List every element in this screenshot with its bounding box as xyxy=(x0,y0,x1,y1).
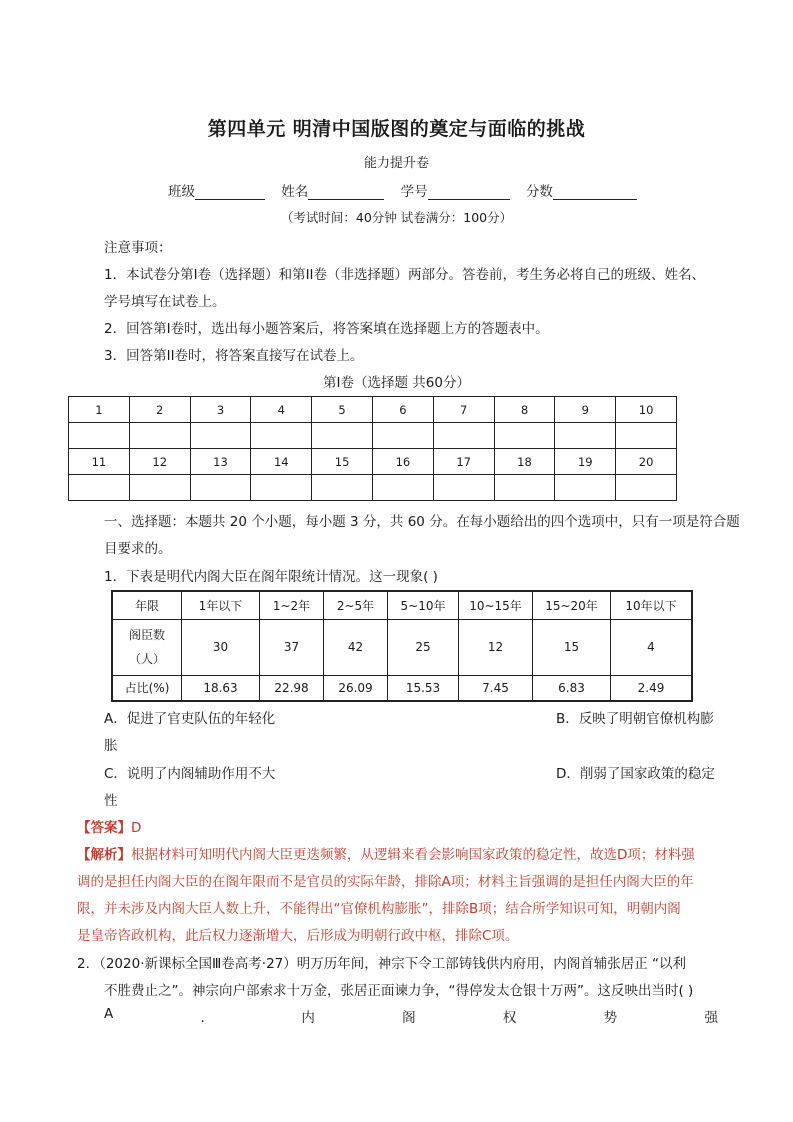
answer-cell[interactable] xyxy=(312,423,373,449)
grid-number: 14 xyxy=(251,449,312,475)
page-title: 第四单元 明清中国版图的奠定与面临的挑战 xyxy=(207,118,586,140)
q2-stem-line-2: 不胜费止之”。神宗向户部索求十万金，张居正面谏力争，“得停发太仓银十万两”。这反映出当时( ) xyxy=(104,983,694,999)
option-char: 权 xyxy=(502,1010,517,1026)
table-cell: 22.98 xyxy=(260,675,324,701)
grid-number: 18 xyxy=(494,449,555,475)
option-char: 内 xyxy=(301,1010,315,1026)
option-char: 阁 xyxy=(402,1010,416,1026)
table-cell: 25 xyxy=(388,619,459,675)
q1-option-a: A．促进了官吏队伍的年轻化 xyxy=(104,711,276,727)
table-header: 10~15年 xyxy=(459,591,533,619)
answer-cell[interactable] xyxy=(372,423,433,449)
analysis-text: 根据材料可知明代内阁大臣更迭频繁，从逻辑来看会影响国家政策的稳定性，故选D项；材料强 xyxy=(131,847,695,863)
grid-number: 15 xyxy=(312,449,373,475)
table-cell: 18.63 xyxy=(182,675,260,701)
grid-number: 5 xyxy=(312,397,373,423)
option-dot: ． xyxy=(200,1010,215,1026)
table-cell: 2.49 xyxy=(611,675,693,701)
row-label xyxy=(112,619,182,675)
q1-analysis-line-2: 调的是担任内阁大臣的在阁年限而不是官员的实际年龄，排除A项；材料主旨强调的是担任内阁大臣的年 xyxy=(77,874,694,890)
table-header: 年限 xyxy=(112,591,182,619)
answer-cell[interactable] xyxy=(129,423,190,449)
grid-number: 4 xyxy=(251,397,312,423)
q1-option-d-wrap: 性 xyxy=(104,793,118,809)
notice-item-1b: 学号填写在试卷上。 xyxy=(104,294,226,310)
table-cell: 6.83 xyxy=(533,675,611,701)
answer-cell[interactable] xyxy=(190,423,251,449)
q1-stem: 1．下表是明代内阁大臣在阁年限统计情况。这一现象( ) xyxy=(104,569,438,585)
grid-number: 16 xyxy=(372,449,433,475)
q1-option-d: D．削弱了国家政策的稳定 xyxy=(556,766,715,782)
table-cell: 26.09 xyxy=(324,675,388,701)
answer-cell[interactable] xyxy=(69,423,130,449)
grid-number: 2 xyxy=(129,397,190,423)
grid-number: 9 xyxy=(555,397,616,423)
answer-cell[interactable] xyxy=(312,475,373,501)
grid-number: 10 xyxy=(616,397,677,423)
page-subtitle: 能力提升卷 xyxy=(363,156,429,171)
row-label-line: （人） xyxy=(128,652,165,666)
table-header: 5~10年 xyxy=(388,591,459,619)
instructions-line-2: 目要求的。 xyxy=(104,541,172,557)
analysis-tag: 【解析】 xyxy=(77,847,131,863)
q1-analysis-line-3: 限，并未涉及内阁大臣人数上升，不能得出“官僚机构膨胀”，排除B项；结合所学知识可知，明朝内阁 xyxy=(77,901,681,917)
table-cell: 15 xyxy=(533,619,611,675)
table-header: 2~5年 xyxy=(324,591,388,619)
student-id-blank[interactable] xyxy=(428,185,510,200)
answer-cell[interactable] xyxy=(555,423,616,449)
q1-analysis-line-1 xyxy=(77,843,695,863)
table-cell: 15.53 xyxy=(388,675,459,701)
grid-number: 17 xyxy=(433,449,494,475)
grid-number: 12 xyxy=(129,449,190,475)
option-char: 强 xyxy=(704,1010,718,1026)
score-blank[interactable] xyxy=(553,185,637,200)
table-header: 15~20年 xyxy=(533,591,611,619)
notice-heading: 注意事项： xyxy=(104,240,172,256)
student-info-row xyxy=(168,180,637,200)
answer-cell[interactable] xyxy=(372,475,433,501)
q1-option-b-wrap: 胀 xyxy=(104,738,118,754)
grid-number: 3 xyxy=(190,397,251,423)
grid-number: 19 xyxy=(555,449,616,475)
answer-tag: 【答案】 xyxy=(77,820,131,836)
table-header: 10年以下 xyxy=(611,591,693,619)
name-label: 姓名 xyxy=(281,184,309,200)
answer-cell[interactable] xyxy=(129,475,190,501)
q2-option-a xyxy=(104,1006,718,1026)
row-label-line: 阁臣数 xyxy=(128,628,165,642)
answer-cell[interactable] xyxy=(69,475,130,501)
answer-cell[interactable] xyxy=(190,475,251,501)
table-cell: 4 xyxy=(611,619,693,675)
answer-cell[interactable] xyxy=(251,475,312,501)
grid-number: 7 xyxy=(433,397,494,423)
q2-stem-line-1: 2．（2020·新课标全国Ⅲ卷高考·27）明万历年间，神宗下令工部铸钱供内府用，内阁首辅张居正 “以利 xyxy=(77,956,687,972)
instructions-line-1: 一、选择题：本题共 20 个小题，每小题 3 分，共 60 分。在每小题给出的四个选项中，只有一项是符合题 xyxy=(104,514,740,530)
notice-item-2: 2．回答第Ⅰ卷时，选出每小题答案后，将答案填在选择题上方的答题表中。 xyxy=(104,321,549,337)
answer-cell[interactable] xyxy=(251,423,312,449)
table-cell: 37 xyxy=(260,619,324,675)
table-header: 1年以下 xyxy=(182,591,260,619)
option-letter: A xyxy=(104,1006,114,1022)
grid-number: 6 xyxy=(372,397,433,423)
table-cell: 12 xyxy=(459,619,533,675)
table-cell: 30 xyxy=(182,619,260,675)
row-label: 占比(%) xyxy=(112,675,182,701)
answer-cell[interactable] xyxy=(494,423,555,449)
answer-cell[interactable] xyxy=(494,475,555,501)
grid-number: 8 xyxy=(494,397,555,423)
score-label: 分数 xyxy=(525,184,553,200)
answer-cell[interactable] xyxy=(433,423,494,449)
table-cell: 42 xyxy=(324,619,388,675)
answer-value: D xyxy=(131,820,142,836)
class-label: 班级 xyxy=(168,184,195,200)
table-cell: 7.45 xyxy=(459,675,533,701)
q1-answer xyxy=(77,816,141,836)
answer-cell[interactable] xyxy=(433,475,494,501)
class-blank[interactable] xyxy=(195,185,265,200)
table-header: 1~2年 xyxy=(260,591,324,619)
q1-option-b: B．反映了明朝官僚机构膨 xyxy=(556,711,714,727)
notice-item-1a: 1．本试卷分第Ⅰ卷（选择题）和第II卷（非选择题）两部分。答卷前，考生务必将自己的班级、姓名、 xyxy=(104,267,706,283)
grid-number: 1 xyxy=(69,397,130,423)
q1-stat-table xyxy=(111,590,693,702)
answer-grid xyxy=(68,396,677,501)
answer-cell[interactable] xyxy=(616,423,677,449)
q1-option-c: C．说明了内阁辅助作用不大 xyxy=(104,766,276,782)
name-blank[interactable] xyxy=(308,185,384,200)
grid-number: 13 xyxy=(190,449,251,475)
option-char: 势 xyxy=(603,1010,618,1026)
exam-time: （考试时间：40分钟 试卷满分：100分） xyxy=(280,210,513,225)
student-id-label: 学号 xyxy=(400,184,428,200)
q1-analysis-line-4: 是皇帝咨政机构，此后权力逐渐增大，后形成为明朝行政中枢，排除C项。 xyxy=(77,928,519,944)
section-1-heading: 第Ⅰ卷（选择题 共60分） xyxy=(323,375,470,391)
grid-number: 20 xyxy=(616,449,677,475)
notice-item-3: 3．回答第II卷时，将答案直接写在试卷上。 xyxy=(104,348,364,364)
grid-number: 11 xyxy=(69,449,130,475)
answer-cell[interactable] xyxy=(616,475,677,501)
answer-cell[interactable] xyxy=(555,475,616,501)
